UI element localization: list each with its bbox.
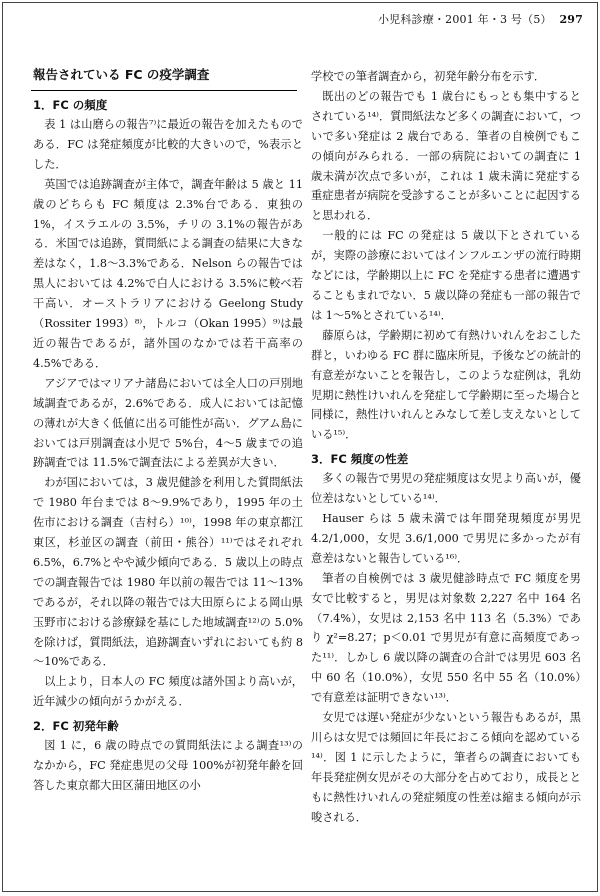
- subsection-sex-difference-heading: 3．FC 頻度の性差: [311, 452, 409, 467]
- paragraph: 既出のどの報告でも 1 歳台にもっとも集中するとされている¹⁴⁾．質問紙法など多くの調査において，ついで多い発症は 2 歳台である．筆者の自検例でもこの傾向がみられる．一部の病院においての調査に 1 歳未満が次点で多いが，これは 1 歳未満に発症する重症患者が病院を受診することが多いことに起因すると思われる．: [311, 89, 581, 223]
- section-title: 報告されている FC の疫学調査: [33, 67, 210, 82]
- running-header: [378, 11, 583, 27]
- paragraph: 藤原らは，学齢期に初めて有熱けいれんをおこした群と，いわゆる FC 群に臨床所見，予後などの統計的有意差がないことを報告し，このような症例は，乳幼児期に熱性けいれんを発症して学齢期に至った場合と同様に，熱性けいれんとみなして差し支えないとしている¹⁵⁾．: [311, 328, 581, 442]
- right-column: [311, 67, 581, 828]
- paragraph: 表 1 は山磨らの報告⁷⁾に最近の報告を加えたものである．FC は発症頻度が比較的大きいので，%表示とした．: [33, 118, 303, 171]
- paragraph: 図 1 に，6 歳の時点での質問紙法による調査¹³⁾のなかから，FC 発症患児の父母 100%が初発年齢を回答した東京都大田区蒲田地区の小: [33, 739, 303, 792]
- journal-citation: 小児科診療・2001 年・3 号（5）: [377, 13, 552, 26]
- paragraph: アジアではマリアナ諸島においては全人口の戸別地域調査であるが，2.6%である．成人においては記憶の薄れが大きく低値に出る可能性が高い．グアム島においては戸別調査は小児で 5%台，4～5 歳までの追跡調査では 11.5%で調査法による差異が大きい．: [33, 376, 303, 470]
- paragraph: 一般的には FC の発症は 5 歳以下とされているが，実際の診療においてはインフルエンザの流行時期などには，学齢期以上に FC を発症する患者に遭遇することもまれでない．5 歳以降の発症も一部の報告では 1～5%とされている¹⁴⁾．: [311, 229, 581, 322]
- paragraph: 学校での筆者調査から，初発年齢分布を示す．: [311, 70, 546, 83]
- subsection-onset-age-heading: 2．FC 初発年齢: [33, 719, 119, 734]
- document-page: [2, 2, 598, 892]
- page-number: 297: [559, 13, 583, 26]
- paragraph: 多くの報告で男児の発症頻度は女児より高いが，優位差はないとしている¹⁴⁾．: [311, 472, 581, 506]
- paragraph: 英国では追跡調査が主体で，調査年齢は 5 歳と 11 歳のどちらも FC 頻度は 2.3%台である．東独の 1%，イスラエルの 3.5%，チリの 3.1%の報告がある．米国では追跡，質問紙による調査の結果に大きな差はなく，1.8～3.3%である．Nelson らの報告では黒人においては 4.2%で白人における 3.5%に較べ若干高い．オーストラリアにおける Geelong Study（Rossiter 1993）⁸⁾，トルコ（Okan 1995）⁹⁾は最近の報告であるが，諸外国のなかでは若干高率の 4.5%である．: [33, 177, 303, 370]
- paragraph: 筆者の自検例では 3 歳児健診時点で FC 頻度を男女で比較すると，男児は対象数 2,227 名中 164 名（7.4%），女児は 2,153 名中 113 名（5.3%）であり χ²=8.27；p＜0.01 で男児が有意に高頻度であった¹¹⁾．しかし 6 歳以降の調査の合計では男児 603 名中 60 名（10.0%），女児 550 名中 55 名（10.0%）で有意差は証明できない¹³⁾．: [311, 571, 581, 705]
- paragraph: わが国においては，3 歳児健診を利用した質問紙法で 1980 年台までは 8～9.9%であり，1995 年の土佐市における調査（吉村ら）¹⁰⁾，1998 年の東京都江東区，杉並区の調査（前田・熊谷）¹¹⁾ではそれぞれ 6.5%，6.7%とやや減少傾向である．5 歳以上の時点での調査報告では 1980 年以前の報告では 11～13%であるが，それ以降の報告では大田原らによる岡山県玉野市における診療録を基にした地域調査¹²⁾の 5.0%を除けば，質問紙法，追跡調査いずれにおいても約 8～10%である．: [33, 476, 303, 669]
- left-column: [33, 65, 303, 796]
- paragraph: Hauser らは 5 歳未満では年間発現頻度が男児 4.2/1,000，女児 3.6/1,000 で男児に多かったが有意差はないと報告している¹⁶⁾．: [311, 512, 581, 565]
- paragraph: 女児では遅い発症が少ないという報告もあるが，黒川らは女児では頻回に年長におこる傾向を認めている¹⁴⁾．図 1 に示したように，筆者らの調査においても年長発症例女児がその大部分を占めており，成長とともに熱性けいれんの発症頻度の性差は縮まる傾向が示唆される．: [311, 711, 581, 824]
- paragraph: 以上より，日本人の FC 頻度は諸外国より高いが，近年減少の傾向がうかがえる．: [33, 675, 303, 709]
- subsection-frequency-heading: 1．FC の頻度: [33, 98, 108, 112]
